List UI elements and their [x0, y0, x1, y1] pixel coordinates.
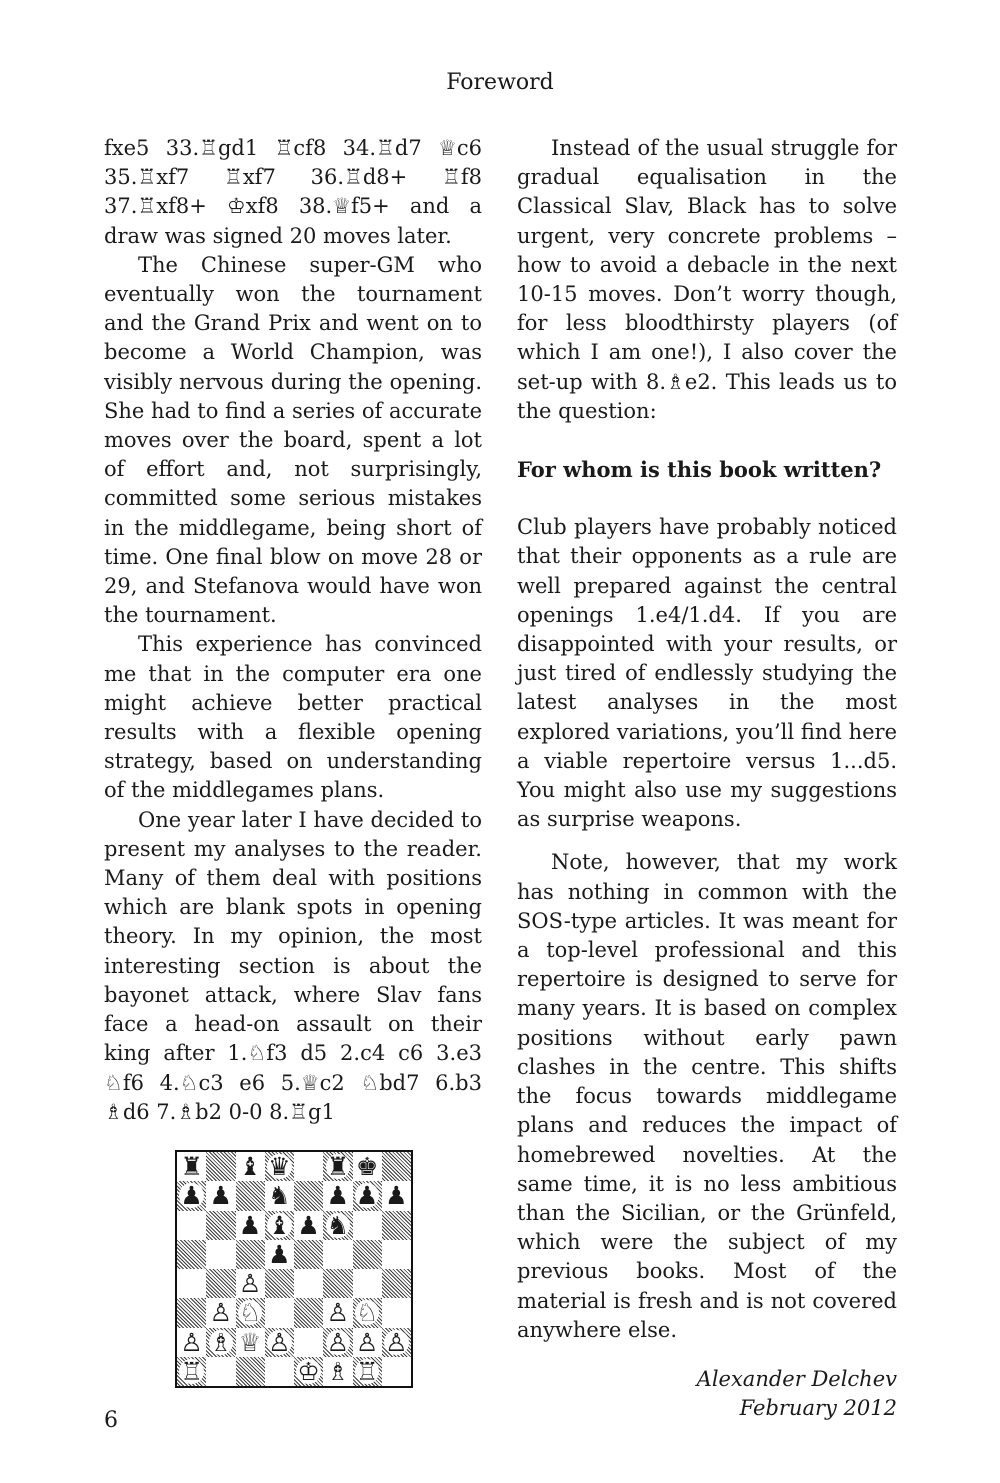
chess-piece: ♚ — [355, 1152, 379, 1182]
board-square-d4 — [265, 1269, 294, 1298]
board-square-h8 — [382, 1152, 411, 1181]
running-header: Foreword — [446, 70, 554, 95]
chess-piece: ♔ — [297, 1356, 320, 1386]
paragraph-experience: This experience has convinced me that in the computer era one might achieve better practical results with a flexible opening strategy, based on understanding of the middlegames plans. — [104, 632, 482, 803]
chess-piece: ♟ — [268, 1239, 291, 1269]
board-square-c3 — [236, 1298, 265, 1327]
board-square-h5 — [382, 1240, 411, 1269]
board-square-d3 — [265, 1298, 294, 1327]
board-square-e4 — [294, 1269, 323, 1298]
board-square-f4 — [323, 1269, 352, 1298]
chess-piece: ♝ — [238, 1152, 262, 1182]
chess-piece: ♙ — [326, 1327, 350, 1357]
board-square-e8 — [294, 1152, 323, 1181]
right-column — [517, 134, 897, 1423]
board-square-d1 — [265, 1357, 294, 1386]
board-square-b4 — [206, 1269, 235, 1298]
board-square-c1 — [236, 1357, 265, 1386]
chess-piece: ♛ — [268, 1152, 291, 1182]
board-square-g5 — [353, 1240, 382, 1269]
board-square-f5 — [323, 1240, 352, 1269]
chess-piece: ♙ — [180, 1327, 203, 1357]
chess-piece: ♞ — [268, 1181, 291, 1211]
chess-diagram — [175, 1150, 413, 1388]
chess-piece: ♜ — [326, 1152, 350, 1182]
board-square-e7 — [294, 1181, 323, 1210]
board-square-a5 — [177, 1240, 206, 1269]
chess-piece: ♖ — [355, 1356, 379, 1386]
chess-piece: ♝ — [268, 1210, 291, 1240]
board-square-d5 — [265, 1240, 294, 1269]
board-square-e5 — [294, 1240, 323, 1269]
chess-piece: ♕ — [238, 1327, 262, 1357]
board-square-d7 — [265, 1181, 294, 1210]
paragraph-chinese-gm: The Chinese super-GM who eventually won the tournament and the Grand Prix and went on to become a World Champion, was visibly nervous during the opening. She had to find a series of accurate moves over the board, spent a lot of effort and, not surprisingly, committed some serious mistakes in the middlegame, being short of time. One final blow on move 28 or 29, and Stefanova would have won the tournament. — [104, 252, 482, 628]
board-square-b8 — [206, 1152, 235, 1181]
board-square-g8 — [353, 1152, 382, 1181]
board-square-g1 — [353, 1357, 382, 1386]
board-square-b6 — [206, 1211, 235, 1240]
board-square-a4 — [177, 1269, 206, 1298]
board-square-h1 — [382, 1357, 411, 1386]
board-square-f2 — [323, 1328, 352, 1357]
paragraph-game-continuation: fxe5 33.♖gd1 ♖cf8 34.♖d7 ♕c6 35.♖xf7 ♖xf7 36.♖d8+ ♖f8 37.♖xf8+ ♔xf8 38.♕f5+ and a draw was signed 20 moves later. — [104, 136, 482, 248]
board-square-g4 — [353, 1269, 382, 1298]
author-name: Alexander Delchev — [696, 1366, 897, 1391]
chess-piece: ♟ — [180, 1181, 203, 1211]
section-heading: For whom is this book written? — [517, 457, 882, 483]
chess-piece: ♜ — [180, 1152, 203, 1182]
board-square-c8 — [236, 1152, 265, 1181]
chess-piece: ♟ — [326, 1181, 350, 1211]
board-square-c4 — [236, 1269, 265, 1298]
board-square-g6 — [353, 1211, 382, 1240]
author-signature — [517, 1365, 897, 1423]
chess-piece: ♘ — [355, 1298, 379, 1328]
chess-piece: ♗ — [326, 1356, 350, 1386]
board-square-b3 — [206, 1298, 235, 1327]
board-square-b7 — [206, 1181, 235, 1210]
page-number: 6 — [104, 1408, 118, 1433]
chess-piece: ♙ — [385, 1327, 408, 1357]
chess-piece: ♙ — [209, 1298, 233, 1328]
board-square-b2 — [206, 1328, 235, 1357]
board-square-h2 — [382, 1328, 411, 1357]
paragraph-note: Note, however, that my work has nothing in common with the SOS-type articles. It was meant for a top-level professional and this repertoire is designed to serve for many years. It is based on complex positions without early pawn clashes in the centre. This shifts the focus towards middlegame plans and reduces the impact of homebrewed novelties. At the same time, it is no less ambitious than the Sicilian, or the Grünfeld, which were the subject of my previous books. Most of the material is fresh and is not covered anywhere else. — [517, 850, 897, 1342]
board-square-h4 — [382, 1269, 411, 1298]
board-square-g2 — [353, 1328, 382, 1357]
board-square-a8 — [177, 1152, 206, 1181]
board-square-f7 — [323, 1181, 352, 1210]
board-square-f6 — [323, 1211, 352, 1240]
board-square-a2 — [177, 1328, 206, 1357]
board-square-d2 — [265, 1328, 294, 1357]
board-square-f3 — [323, 1298, 352, 1327]
board-square-e2 — [294, 1328, 323, 1357]
chess-piece: ♙ — [326, 1298, 350, 1328]
paragraph-one-year-later: One year later I have decided to present my analyses to the reader. Many of them deal with positions which are blank spots in opening theory. In my opinion, the most interesting section is about the bayonet attack, where Slav fans face a head-on assault on their king after 1.♘f3 d5 2.c4 c6 3.e3 ♘f6 4.♘c3 e6 5.♕c2 ♘bd7 6.b3 ♗d6 7.♗b2 0-0 8.♖g1 — [104, 807, 482, 1124]
chess-piece: ♟ — [355, 1181, 379, 1211]
chess-piece: ♖ — [180, 1356, 203, 1386]
board-square-c2 — [236, 1328, 265, 1357]
board-square-e3 — [294, 1298, 323, 1327]
board-square-a6 — [177, 1211, 206, 1240]
signature-date: February 2012 — [739, 1396, 897, 1421]
chess-piece: ♙ — [355, 1327, 379, 1357]
chess-piece: ♗ — [209, 1327, 233, 1357]
board-square-g7 — [353, 1181, 382, 1210]
paragraph-club-players: Club players have probably noticed that their opponents as a rule are well prepared against the central openings 1.e4/1.d4. If you are disappointed with your results, or just tired of endlessly studying the latest analyses in the most explored variations, you’ll find here a viable repertoire versus 1...d5. You might also use my suggestions as surprise weapons. — [517, 515, 897, 832]
chess-piece: ♞ — [326, 1210, 350, 1240]
chess-piece: ♘ — [238, 1298, 262, 1328]
board-square-h7 — [382, 1181, 411, 1210]
board-square-f8 — [323, 1152, 352, 1181]
board-square-h6 — [382, 1211, 411, 1240]
board-square-e6 — [294, 1211, 323, 1240]
chess-piece: ♟ — [385, 1181, 408, 1211]
board-square-c5 — [236, 1240, 265, 1269]
board-square-b1 — [206, 1357, 235, 1386]
left-column — [104, 134, 482, 1127]
board-square-d6 — [265, 1211, 294, 1240]
chess-piece: ♟ — [209, 1181, 233, 1211]
board-square-c6 — [236, 1211, 265, 1240]
board-square-a1 — [177, 1357, 206, 1386]
chess-piece: ♙ — [268, 1327, 291, 1357]
board-square-b5 — [206, 1240, 235, 1269]
board-square-h3 — [382, 1298, 411, 1327]
board-square-d8 — [265, 1152, 294, 1181]
chess-piece: ♟ — [297, 1210, 320, 1240]
chess-piece: ♙ — [238, 1269, 262, 1299]
board-square-g3 — [353, 1298, 382, 1327]
paragraph-classical-slav: Instead of the usual struggle for gradual equalisation in the Classical Slav, Black has to solve urgent, very concrete problems – how to avoid a debacle in the next 10-15 moves. Don’t worry though, for less bloodthirsty players (of which I am one!), I also cover the set-up with 8.♗e2. This leads us to the question: — [517, 136, 897, 423]
board-square-c7 — [236, 1181, 265, 1210]
chess-piece: ♟ — [238, 1210, 262, 1240]
board-square-a7 — [177, 1181, 206, 1210]
board-square-e1 — [294, 1357, 323, 1386]
board-square-a3 — [177, 1298, 206, 1327]
board-square-f1 — [323, 1357, 352, 1386]
